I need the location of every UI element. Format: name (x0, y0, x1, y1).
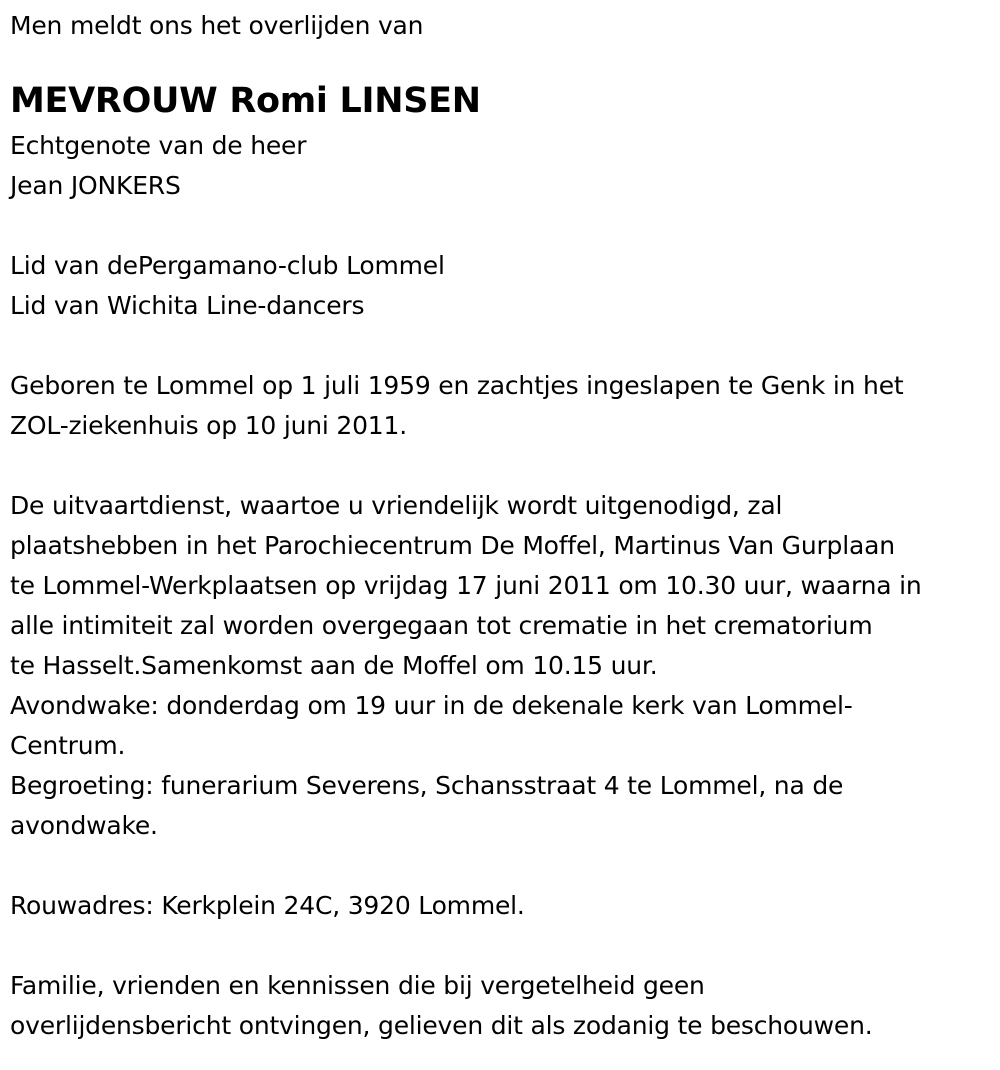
paragraph-line: te Lommel-Werkplaatsen op vrijdag 17 juni 2011 om 10.30 uur, waarna in (10, 571, 922, 600)
paragraph-line: Geboren te Lommel op 1 juli 1959 en zachtjes ingeslapen te Genk in het (10, 371, 904, 400)
spacer (10, 846, 990, 886)
birth-death-paragraph (10, 366, 990, 446)
paragraph-line: De uitvaartdienst, waartoe u vriendelijk wordt uitgenodigd, zal (10, 491, 783, 520)
deceased-name: MEVROUW Romi LINSEN (10, 81, 481, 121)
paragraph-line: Familie, vrienden en kennissen die bij vergetelheid geen (10, 971, 705, 1000)
spouse-block (10, 126, 990, 206)
paragraph-line: alle intimiteit zal worden overgegaan tot crematie in het crematorium (10, 611, 873, 640)
membership-line: Lid van dePergamano-club Lommel (10, 251, 445, 280)
spacer (10, 926, 990, 966)
spacer (10, 46, 990, 76)
paragraph-line: Begroeting: funerarium Severens, Schansstraat 4 te Lommel, na de (10, 771, 844, 800)
memberships-block (10, 246, 990, 326)
closing-paragraph (10, 966, 990, 1046)
funeral-service-paragraph (10, 486, 990, 846)
paragraph-line: Centrum. (10, 731, 126, 760)
spouse-line: Echtgenote van de heer (10, 131, 307, 160)
paragraph-line: avondwake. (10, 811, 158, 840)
paragraph-line: Avondwake: donderdag om 19 uur in de dekenale kerk van Lommel- (10, 691, 853, 720)
paragraph-line: ZOL-ziekenhuis op 10 juni 2011. (10, 411, 407, 440)
spouse-name: Jean JONKERS (10, 171, 181, 200)
intro-text: Men meldt ons het overlijden van (10, 11, 424, 40)
spacer (10, 326, 990, 366)
paragraph-line: overlijdensbericht ontvingen, gelieven dit als zodanig te beschouwen. (10, 1011, 873, 1040)
mourning-address: Rouwadres: Kerkplein 24C, 3920 Lommel. (10, 891, 525, 920)
paragraph-line: te Hasselt.Samenkomst aan de Moffel om 10.15 uur. (10, 651, 658, 680)
spacer (10, 446, 990, 486)
paragraph-line: plaatshebben in het Parochiecentrum De Moffel, Martinus Van Gurplaan (10, 531, 895, 560)
membership-line: Lid van Wichita Line-dancers (10, 291, 365, 320)
spacer (10, 206, 990, 246)
